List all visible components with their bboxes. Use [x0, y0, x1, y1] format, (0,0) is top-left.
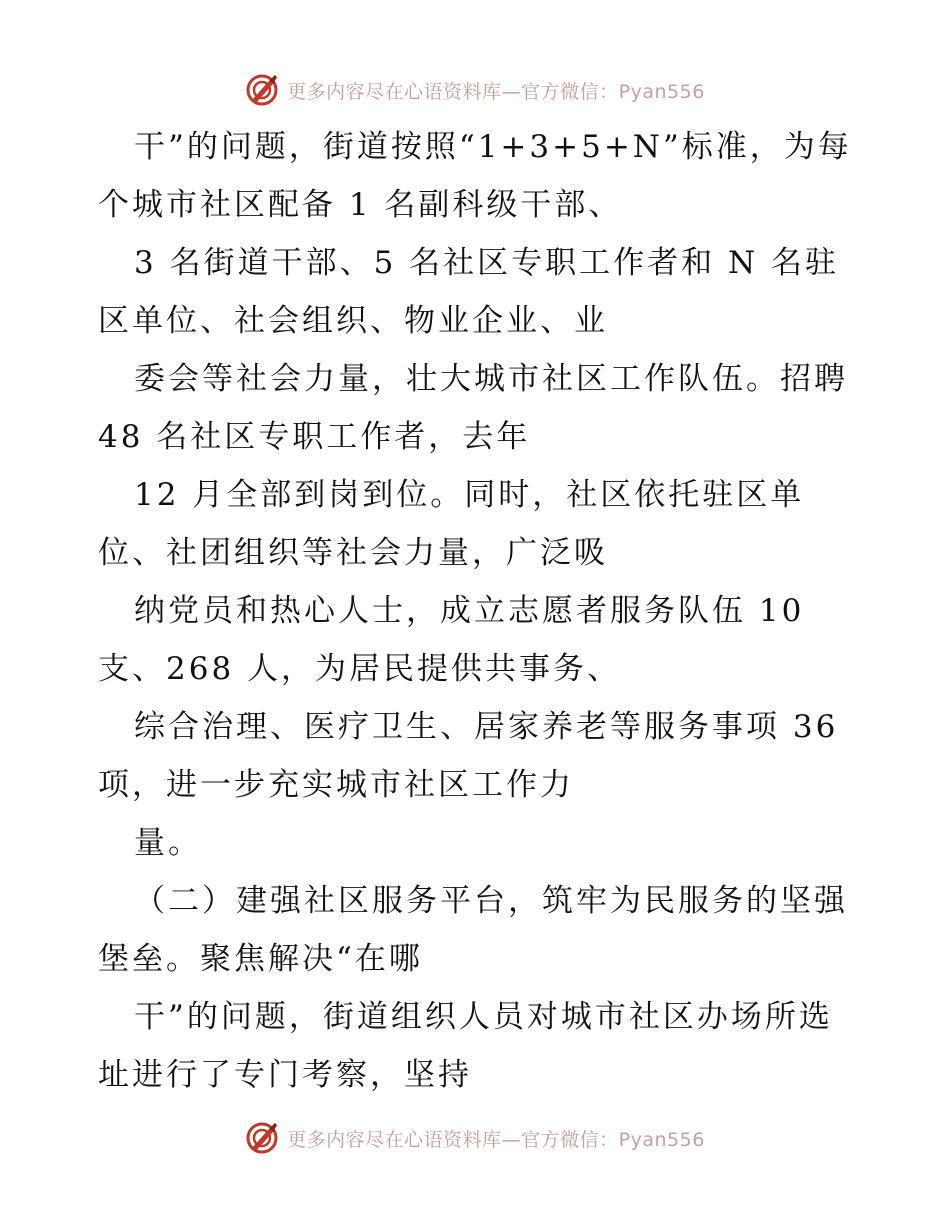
body-line: 纳党员和热心人士，成立志愿者服务队伍 10 [134, 593, 805, 629]
body-line: 位、社团组织等社会力量，广泛吸 [98, 535, 608, 571]
body-line: 综合治理、医疗卫生、居家养老等服务事项 36 [134, 709, 839, 745]
pen-logo-icon [245, 1121, 279, 1155]
watermark-handle: Pyan556 [618, 1128, 705, 1151]
body-line: 量。 [134, 825, 202, 861]
body-line: （二）建强社区服务平台，筑牢为民服务的坚强 [134, 883, 848, 919]
watermark-label: 更多内容尽在心语资料库—官方微信： [287, 1128, 619, 1151]
body-line: 干”的问题，街道组织人员对城市社区办场所选 [134, 999, 833, 1035]
body-line: 堡垒。聚焦解决“在哪 [98, 941, 423, 977]
body-line: 支、268 人，为居民提供共事务、 [98, 651, 622, 687]
body-line: 区单位、社会组织、物业企业、业 [98, 303, 608, 339]
body-line: 48 名社区专职工作者，去年 [98, 419, 531, 455]
body-line: 址进行了专门考察，坚持 [98, 1057, 472, 1093]
watermark-handle: Pyan556 [618, 80, 705, 103]
body-line: 委会等社会力量，壮大城市社区工作队伍。招聘 [134, 361, 848, 397]
watermark-label: 更多内容尽在心语资料库—官方微信： [287, 80, 619, 103]
body-line: 12 月全部到岗到位。同时，社区依托驻区单 [134, 477, 805, 513]
body-line: 干”的问题，街道按照“1+3+5+N”标准，为每 [134, 129, 852, 165]
body-line: 项，进一步充实城市社区工作力 [98, 767, 574, 803]
body-line: 3 名街道干部、5 名社区专职工作者和 N 名驻 [134, 245, 839, 281]
body-line: 个城市社区配备 1 名副科级干部、 [98, 187, 623, 223]
watermark-text [287, 1125, 705, 1152]
footer-watermark [0, 1118, 950, 1158]
